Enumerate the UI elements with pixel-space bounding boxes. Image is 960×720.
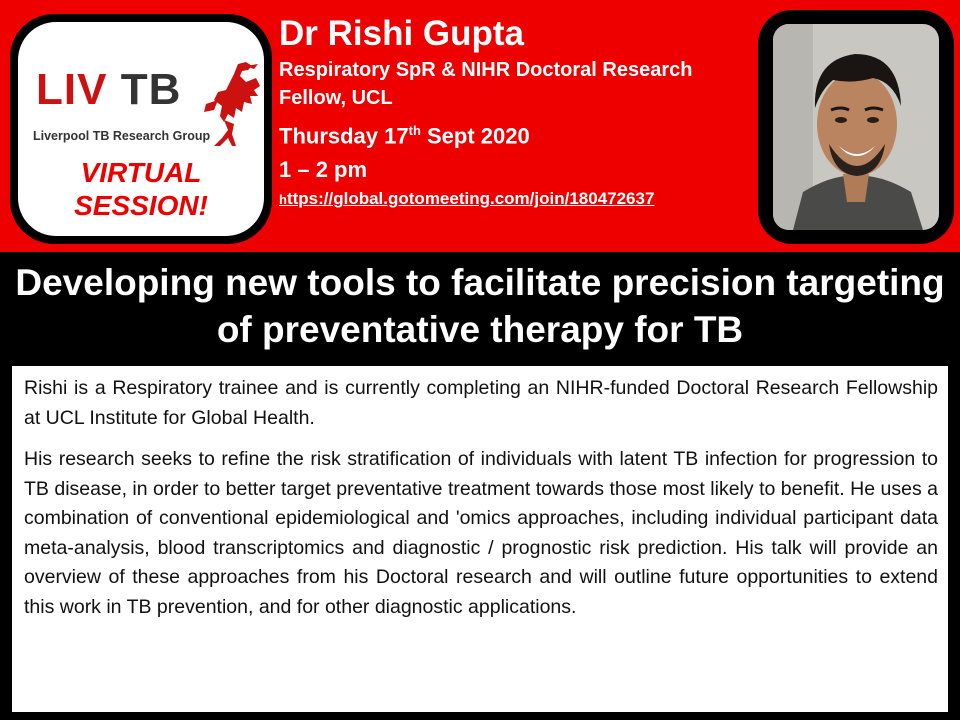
logo-wordmark [36, 65, 182, 114]
speaker-bio [10, 364, 950, 714]
logo-tb-text: TB [120, 65, 182, 114]
bio-paragraph-2: His research seeks to refine the risk stratification of individuals with latent TB infection for progression to TB disease, in order to better target preventative treatment towards those most likely to benefit. He uses a combination of conventional epidemiological and 'omics approaches, including individual participant data meta-analysis, blood transcriptomics and diagnostic / prognostic risk prediction. His talk will provide an overview of these approaches from his Doctoral research and will outline future opportunities to extend this work in TB prevention, and for other diagnostic applications. [24, 448, 938, 618]
speaker-photo-frame [758, 10, 954, 244]
date-ordinal: th [408, 123, 421, 138]
speaker-photo [773, 24, 939, 230]
event-info [279, 12, 749, 212]
logo-badge [10, 14, 272, 244]
virtual-session-label [18, 156, 264, 222]
date-prefix: Thursday 17 [279, 123, 409, 149]
event-time: 1 – 2 pm [279, 157, 368, 183]
talk-title: Developing new tools to facilitate precision targeting of preventative therapy for TB [0, 252, 960, 362]
logo-group-name: Liverpool TB Research Group [33, 129, 211, 143]
speaker-name: Dr Rishi Gupta [279, 14, 525, 53]
bio-paragraph-1: Rishi is a Respiratory trainee and is currently completing an NIHR-funded Doctoral Research Fellowship at UCL Institute for Global Health. [24, 377, 938, 429]
meeting-link[interactable] [279, 187, 749, 212]
meeting-link-rest: ttps://global.gotomeeting.com/join/180472637 [286, 189, 655, 209]
virtual-line-2: SESSION! [74, 190, 208, 221]
event-date [279, 114, 749, 153]
virtual-line-1: VIRTUAL [80, 157, 202, 188]
logo-liv-text: LIV [36, 65, 108, 114]
logo-panel [18, 22, 264, 236]
meeting-link-first: h [279, 192, 287, 208]
date-rest: Sept 2020 [420, 123, 530, 149]
header-banner [0, 0, 960, 252]
speaker-role: Respiratory SpR & NIHR Doctoral Research Fellow, UCL [279, 59, 693, 109]
